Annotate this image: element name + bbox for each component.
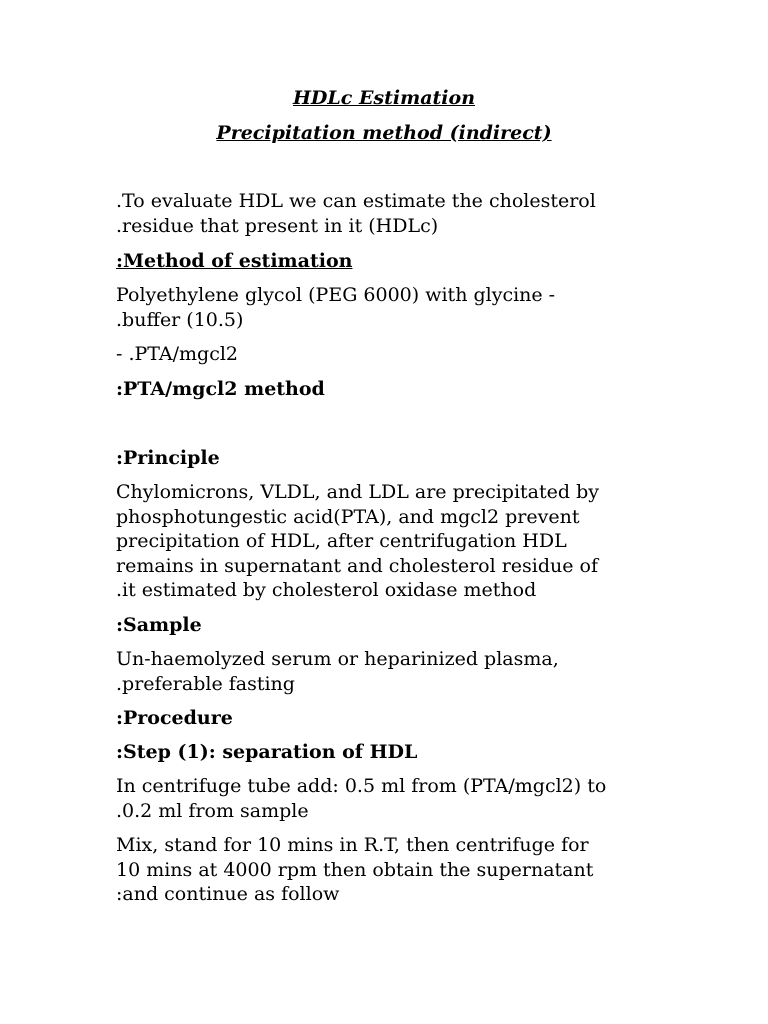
sample-heading: :Sample	[116, 614, 202, 636]
pta-method-heading: :PTA/mgcl2 method	[116, 378, 325, 400]
sample-paragraph: Un-haemolyzed serum or heparinized plasma, .preferable fasting	[116, 648, 559, 695]
intro-paragraph: .To evaluate HDL we can estimate the cholesterol .residue that present in it (HDLc)	[116, 190, 596, 237]
step1-instructions: Mix, stand for 10 mins in R.T, then centrifuge for 10 mins at 4000 rpm then obtain the supernatant :and continue as follow	[116, 834, 594, 905]
principle-heading: :Principle	[116, 447, 220, 469]
document-subtitle: Precipitation method (indirect)	[216, 122, 552, 144]
document-title: HDLc Estimation	[292, 87, 476, 109]
method-item-peg: Polyethylene glycol (PEG 6000) with glycine - .buffer (10.5)	[116, 284, 556, 331]
step1-paragraph: In centrifuge tube add: 0.5 ml from (PTA/mgcl2) to .0.2 ml from sample	[116, 775, 607, 822]
procedure-heading: :Procedure	[116, 707, 233, 729]
method-heading: :Method of estimation	[116, 250, 353, 272]
step1-heading: :Step (1): separation of HDL	[116, 741, 418, 763]
principle-paragraph: Chylomicrons, VLDL, and LDL are precipitated by phosphotungestic acid(PTA), and mgcl2 prevent precipitation of HDL, after centrifugation HDL remains in supernatant and cholesterol residue of .it estimated by cholesterol oxidase method	[116, 481, 599, 601]
method-item-pta: - .PTA/mgcl2	[116, 343, 239, 365]
